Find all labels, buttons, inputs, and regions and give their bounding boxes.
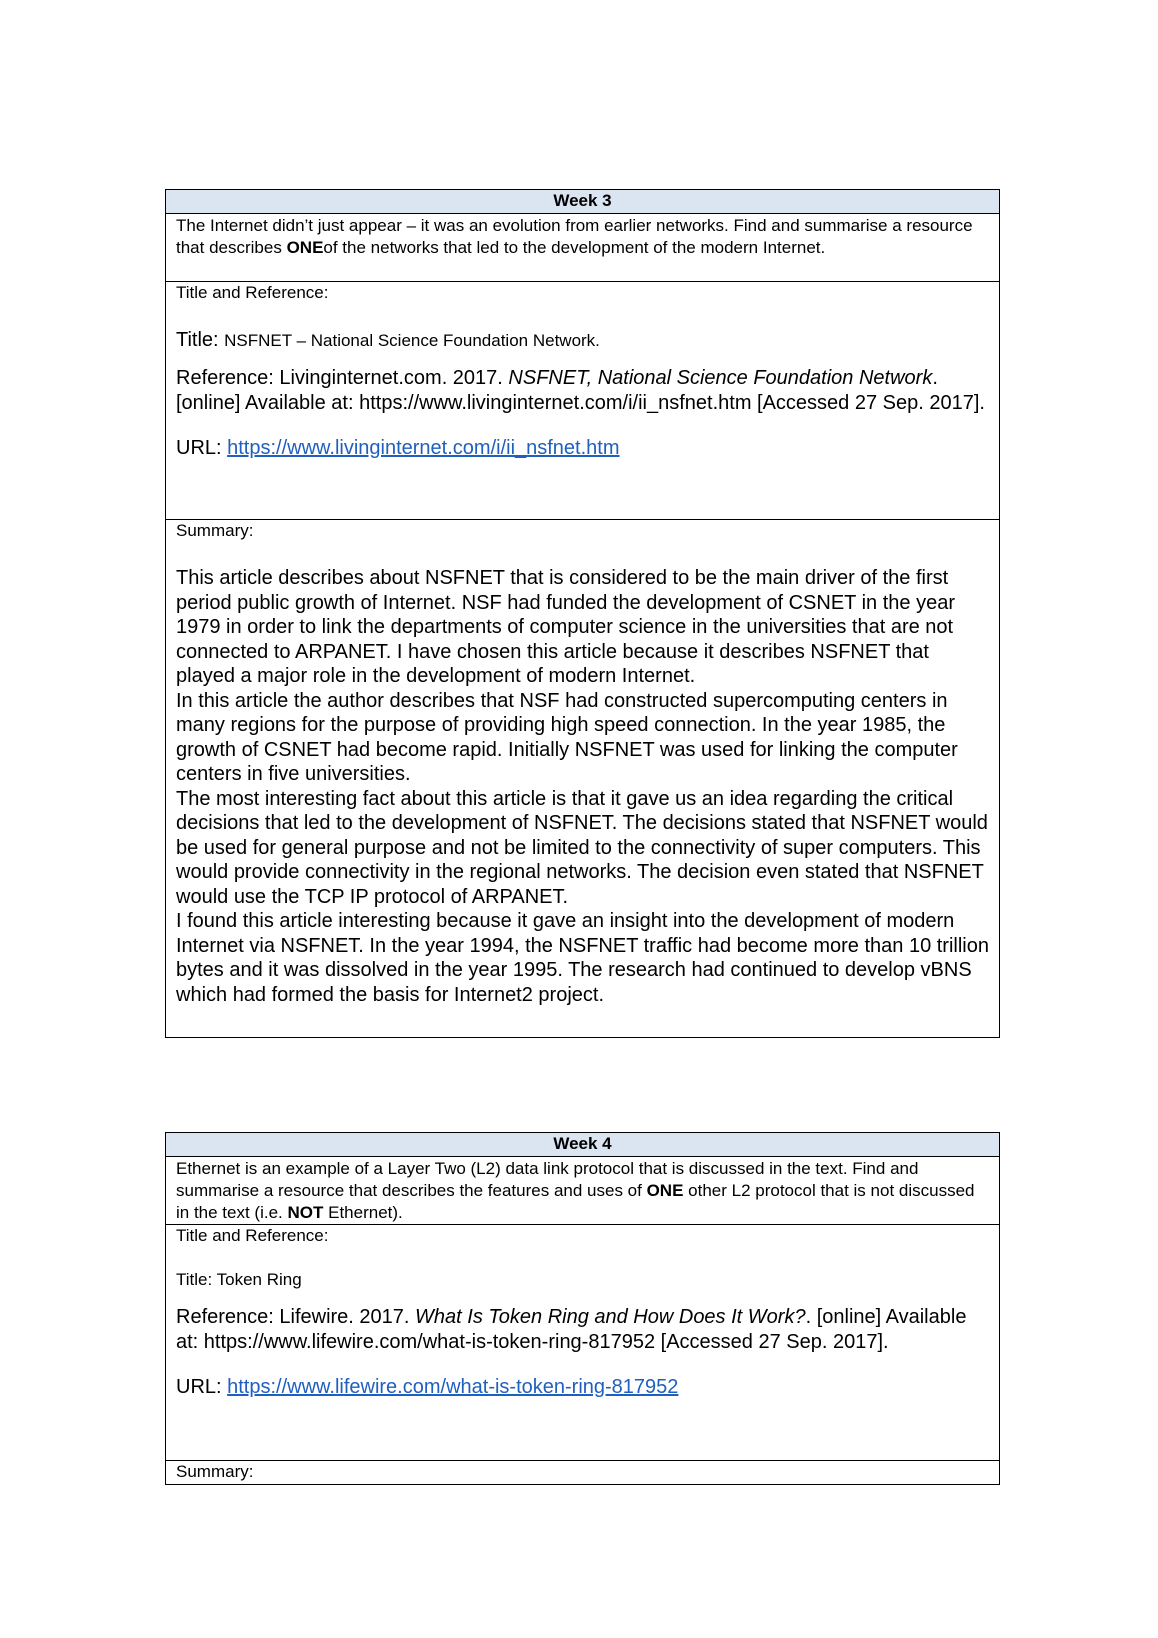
week3-title: Title: NSFNET – National Science Foundation Network.: [176, 329, 600, 351]
week4-url-link[interactable]: https://www.lifewire.com/what-is-token-ring-817952: [227, 1376, 679, 1398]
week3-table: [165, 189, 1000, 1038]
week3-reference: Reference: Livinginternet.com. 2017. NSFNET, National Science Foundation Network. [online] Available at: https://www.livinginternet.com/i/ii_nsfnet.htm [Accessed 27 Sep. 2017].: [176, 367, 985, 414]
week3-header: Week 3: [166, 190, 999, 214]
summary-paragraph: The most interesting fact about this article is that it gave us an idea regarding the critical decisions that led to the development of NSFNET. The decisions stated that NSFNET would be used for general purpose and not be limited to the connectivity of super computers. This would provide connectivity in the regional networks. The decision even stated that NSFNET would use the TCP IP protocol of ARPANET.: [176, 787, 988, 908]
week3-title-reference-cell: [166, 282, 999, 520]
week4-title-reference-cell: [166, 1225, 999, 1461]
week3-summary-cell: [166, 520, 999, 1037]
week3-summary-body: [176, 566, 989, 1007]
week4-title: Title: Token Ring: [176, 1270, 302, 1289]
week3-title-reference-label: Title and Reference:: [176, 283, 329, 302]
week4-summary-cell: [166, 1461, 999, 1484]
week3-prompt: The Internet didn’t just appear – it was an evolution from earlier networks. Find and summarise a resource that describes ONEof the networks that led to the development of the modern Internet.: [166, 214, 999, 282]
week4-header: Week 4: [166, 1133, 999, 1157]
summary-paragraph: I found this article interesting because it gave an insight into the development of modern Internet via NSFNET. In the year 1994, the NSFNET traffic had become more than 10 trillion bytes and it was dissolved in the year 1995. The research had continued to develop vBNS which had formed the basis for Internet2 project.: [176, 910, 989, 1006]
week4-summary-label: Summary:: [176, 1462, 254, 1481]
week4-table: [165, 1132, 1000, 1485]
week4-prompt: Ethernet is an example of a Layer Two (L2) data link protocol that is discussed in the text. Find and summarise a resource that describes the features and uses of ONE other L2 protocol that is not discussed in the text (i.e. NOT Ethernet).: [166, 1157, 999, 1225]
week4-url-line: URL: https://www.lifewire.com/what-is-token-ring-817952: [176, 1376, 679, 1398]
week4-reference: Reference: Lifewire. 2017. What Is Token Ring and How Does It Work?. [online] Available at: https://www.lifewire.com/what-is-token-ring-817952 [Accessed 27 Sep. 2017].: [176, 1306, 967, 1353]
summary-paragraph: In this article the author describes that NSF had constructed supercomputing centers in many regions for the purpose of providing high speed connection. In the year 1985, the growth of CSNET had become rapid. Initially NSFNET was used for linking the computer centers in five universities.: [176, 689, 958, 785]
week4-title-reference-label: Title and Reference:: [176, 1226, 329, 1245]
week3-url-line: URL: https://www.livinginternet.com/i/ii_nsfnet.htm: [176, 437, 620, 459]
week3-summary-label: Summary:: [176, 521, 254, 540]
summary-paragraph: This article describes about NSFNET that is considered to be the main driver of the first period public growth of Internet. NSF had funded the development of CSNET in the year 1979 in order to link the departments of computer science in the universities that are not connected to ARPANET. I have chosen this article because it describes NSFNET that played a major role in the development of modern Internet.: [176, 567, 955, 687]
week3-url-link[interactable]: https://www.livinginternet.com/i/ii_nsfnet.htm: [227, 437, 620, 459]
